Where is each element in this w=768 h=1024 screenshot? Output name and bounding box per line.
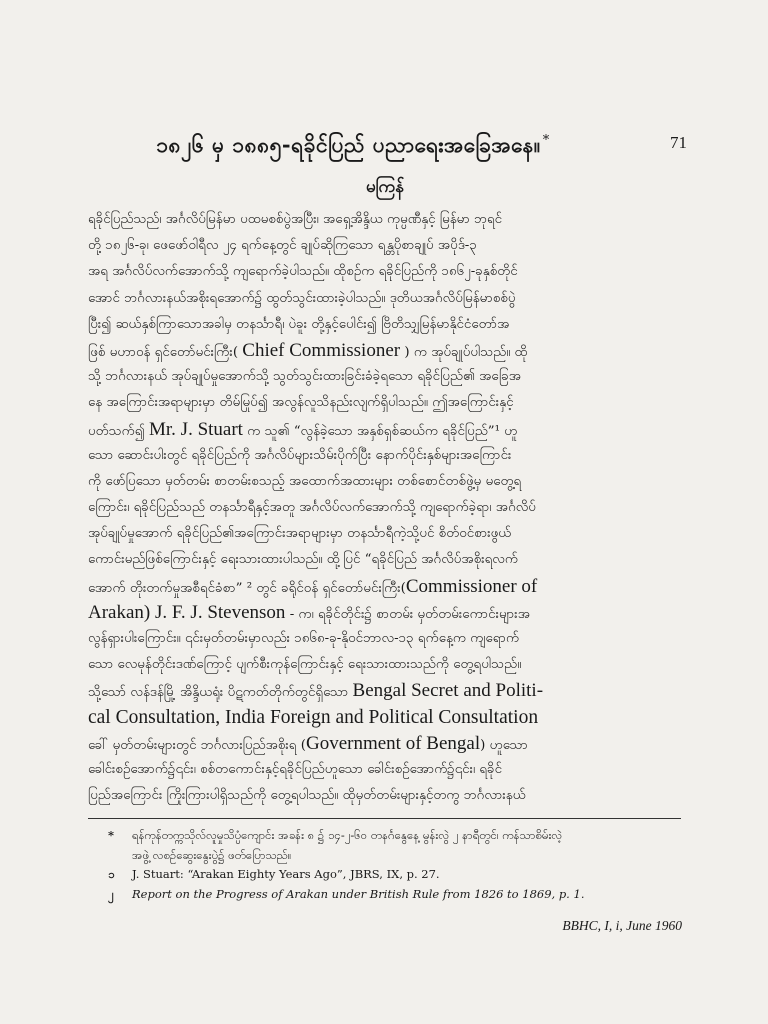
footnote-1: [108, 865, 681, 885]
body-line: လွန်ရှားပါးကြောင်း။ ၎င်းမှတ်တမ်းမှာလည်း ၁၈၆၈-ခု-နိုဝင်ဘာလ-၁၃ ရက်နေ့က ကျရောက်: [88, 631, 520, 646]
footnote-star-continued: [108, 846, 681, 866]
body-line: ဖြစ် မဟာဝန် ရှင်တော်မင်းကြီး( Chief Commissioner ) က အုပ်ချုပ်ပါသည်။ ထို: [88, 339, 528, 361]
footnote-mark: ၂: [108, 886, 114, 901]
body-text: [88, 207, 681, 809]
body-line: ခေါ် မှတ်တမ်းများတွင် ဘင်္ဂလားပြည်အစိုးရ (Government of Bengal) ဟူသော: [88, 732, 528, 754]
body-line: အုပ်ချုပ်မှုအောက် ရခိုင်ပြည်၏အကြောင်းအရာများမှာ တနင်္သာရီကဲ့သို့ပင် စိတ်ဝင်စားဖွယ်: [88, 526, 512, 542]
title-text: ၁၈၂၆ မှ ၁၈၈၅-ရခိုင်ပြည် ပညာရေးအခြေအနေ။: [156, 132, 541, 157]
footnote-text: ရန်ကုန်တက္ကသိုလ်လူမှုသိပ္ပံကျောင်း အခန်း ၈ ၌ ၁၄-၂-၆၀ တနင်္ဂနွေနေ့ မွန်းလွဲ ၂ နာရီတွင်၊ ကန်သာစိမ်းလဲ့: [132, 828, 563, 842]
page-number: 71: [670, 133, 687, 152]
body-line: သော ဆောင်းပါးတွင် ရခိုင်ပြည်ကို အင်္ဂလိပ်များသိမ်းပိုက်ပြီး နောက်ပိုင်းနှစ်များအကြောင်း: [88, 447, 512, 463]
body-line: သော လေမုန်တိုင်းဒဏ်ကြောင့် ပျက်စီးကုန်ကြောင်းနှင့် ရေးသားထားသည်ကို တွေ့ရပါသည်။: [88, 657, 522, 673]
body-line: ပြီး၍ ဆယ်နှစ်ကြာသောအခါမှ တနင်္သာရီ၊ ပဲခူး တို့နှင့်ပေါင်း၍ ဗြိတိသျှမြန်မာနိုင်ငံတော်အ: [88, 316, 510, 332]
body-line: ပတ်သက်၍ Mr. J. Stuart က သူ၏ “လွန်ခဲ့သော အနှစ်ရှစ်ဆယ်က ရခိုင်ပြည်”¹ ဟူ: [88, 418, 518, 440]
footnote-mark: *: [108, 828, 115, 842]
body-line: တို့ ၁၈၂၆-ခု၊ ဖေဖော်ဝါရီလ ၂၄ ရက်နေ့တွင် ချုပ်ဆိုကြသော ရန္တပိုစာချုပ် အပိုဒ်-၃: [88, 238, 477, 254]
footnote-text: Report on the Progress of Arakan under British Rule from 1826 to 1869, p. 1.: [132, 886, 585, 901]
footnote-mark: ၁: [108, 867, 115, 881]
body-line: cal Consultation, India Foreign and Political Consultation: [88, 706, 539, 728]
body-line: နေ အကြောင်းအရာများမှာ တိမ်မြုပ်၍ အလွန်လူသိနည်းလျက်ရှိပါသည်။ ဤအကြောင်းနှင့်: [88, 395, 514, 411]
body-line: ကြောင်း၊ ရခိုင်ပြည်သည် တနင်္သာရီနှင့်အတူ အင်္ဂလိပ်လက်အောက်သို့ ကျရောက်ခဲ့ရာ၊ အင်္ဂလိပ်: [88, 500, 536, 516]
footnote-divider: [88, 818, 681, 819]
footnote-2: [108, 885, 681, 905]
body-line: Arakan) J. F. J. Stevenson - က၊ ရခိုင်တိုင်း၌ စာတမ်း မှတ်တမ်းကောင်းများအ: [88, 601, 530, 623]
body-line: အောင် ဘင်္ဂလားနယ်အစိုးရအောက်၌ ထွတ်သွင်းထားခဲ့ပါသည်။ ဒုတိယအင်္ဂလိပ်မြန်မာစစ်ပွဲ: [88, 290, 516, 306]
article-title: [118, 132, 588, 163]
body-line: ခေါင်းစဉ်အောက်၌၎င်း၊ စစ်တကောင်းနှင့်ရခိုင်ပြည်ဟူသော ခေါင်းစဉ်အောက်၌၎င်း၊ ရခိုင်: [88, 761, 503, 777]
body-line: သို့သော် လန်ဒန်မြို့ အိန္ဒိယရုံး ပိဋကတ်တိုက်တွင်ရှိသော Bengal Secret and Politi-: [88, 680, 544, 702]
body-line: ရခိုင်ပြည်သည်၊ အင်္ဂလိပ်မြန်မာ ပထမစစ်ပွဲအပြီး၊ အရှေ့အိန္ဒိယ ကုမ္ပဏီနှင့် မြန်မာ ဘုရင်: [88, 212, 503, 227]
body-line: ကောင်းမည်ဖြစ်ကြောင်းနှင့် ရေးသားထားပါသည်။ ထို့ပြင် “ရခိုင်ပြည် အင်္ဂလိပ်အစိုးရလက်: [88, 552, 518, 568]
body-line: ပြည်အကြောင်း ကြိုးကြားပါရှိသည်ကို တွေ့ရပါသည်။ ထိုမှတ်တမ်းများနှင့်တကွ ဘင်္ဂလားနယ်: [88, 788, 526, 804]
footnote-star: [108, 826, 681, 846]
author-name: မကြန်: [365, 177, 404, 197]
footnote-text: အဖွဲ့ လစဉ်ဆွေးနွေးပွဲ၌ ဖတ်ပြောသည်။: [132, 847, 292, 862]
body-line: အောက် တိုးတက်မှုအစီရင်ခံစာ” ² တွင် ခရိုင်ဝန် ရှင်တော်မင်းကြီး(Commissioner of: [88, 575, 538, 597]
footnote-text: J. Stuart: “Arakan Eighty Years Ago”, JBRS, IX, p. 27.: [132, 867, 440, 881]
body-line: သို့ ဘင်္ဂလားနယ် အုပ်ချုပ်မှုအောက်သို့ သွတ်သွင်းထားခြင်းခံခဲ့ရသော ရခိုင်ပြည်၏ အခြေအ: [88, 369, 522, 385]
title-footnote-mark: *: [542, 133, 550, 148]
body-line: ကို ဖော်ပြသော မှတ်တမ်း စာတမ်းစသည့် အထောက်အထားများ တစ်စောင်တစ်ဖွဲ့မှ မတွေ့ရ: [88, 473, 522, 489]
journal-reference: BBHC, I, i, June 1960: [562, 918, 682, 933]
body-line: အရ အင်္ဂလိပ်လက်အောက်သို့ ကျရောက်ခဲ့ပါသည်။ ထိုစဉ်က ရခိုင်ပြည်ကို ၁၈၆၂-ခုနှစ်တိုင်: [88, 264, 518, 280]
footnotes: [108, 826, 681, 904]
